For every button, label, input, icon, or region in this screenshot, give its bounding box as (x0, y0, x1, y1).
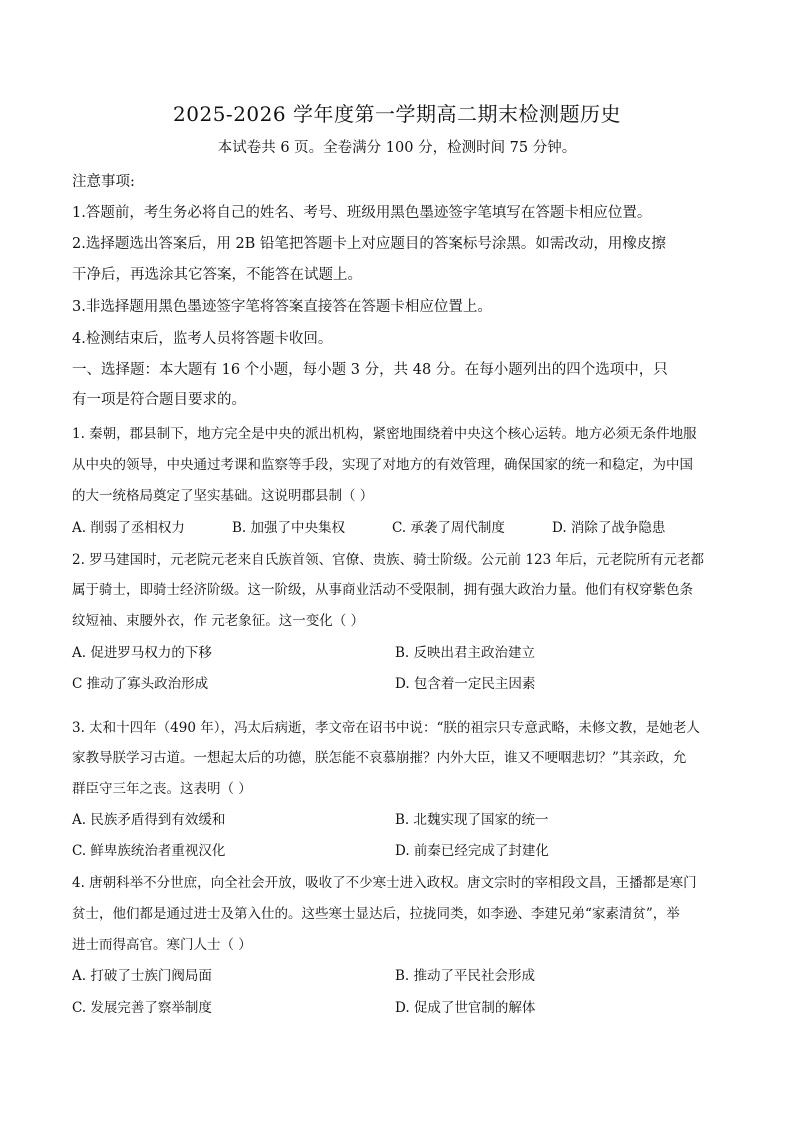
question-4-text: 进士而得高官。寒门人士（ ） (72, 937, 252, 953)
page-subtitle: 本试卷共 6 页。全卷满分 100 分，检测时间 75 分钟。 (217, 140, 577, 156)
question-4-option-a[interactable]: A. 打破了士族门阀局面 (72, 968, 212, 984)
question-2-text: 纹短袖、束腰外衣，作 元老象征。这一变化（ ） (72, 613, 365, 629)
question-2-option-d[interactable]: D. 包含着一定民主因素 (395, 676, 536, 692)
notice-item: 干净后，再选涂其它答案，不能答在试题上。 (72, 267, 362, 283)
question-3-text: 群臣守三年之丧。这表明（ ） (72, 781, 252, 797)
notice-item: 2.选择题选出答案后，用 2B 铅笔把答题卡上对应题目的答案标号涂黑。如需改动，用橡皮擦 (72, 236, 666, 252)
page-title: 2025-2026 学年度第一学期高二期末检测题历史 (173, 102, 621, 126)
question-2-option-b[interactable]: B. 反映出君主政治建立 (395, 645, 536, 661)
question-2-text: 属于骑士，即骑士经济阶级。这一阶级，从事商业活动不受限制，拥有强大政治力量。他们有权穿紫色条 (72, 582, 693, 598)
question-1-text: 1. 秦朝，郡县制下，地方完全是中央的派出机构，紧密地围绕着中央这个核心运转。地方必须无条件地服 (72, 426, 697, 442)
notice-item: 1.答题前，考生务必将自己的姓名、考号、班级用黑色墨迹签字笔填写在答题卡相应位置。 (72, 205, 652, 221)
question-4-text: 贫士，他们都是通过进士及第入仕的。这些寒士显达后，拉拢同类，如李逊、李建兄弟“家素清贫”，举 (72, 906, 680, 922)
question-1-text: 的大一统格局奠定了坚实基础。这说明郡县制（ ） (72, 488, 374, 504)
section-heading: 有一项是符合题目要求的。 (72, 392, 246, 408)
question-1-option-a[interactable]: A. 削弱了丞相权力 (72, 520, 185, 536)
question-1-text: 从中央的领导，中央通过考课和监察等手段，实现了对地方的有效管理，确保国家的统一和稳定，为中国 (72, 457, 693, 473)
question-4-text: 4. 唐朝科举不分世庶，向全社会开放，吸收了不少寒士进入政权。唐文宗时的宰相段文昌，王播都是寒门 (72, 875, 697, 891)
notice-item: 3.非选择题用黑色墨迹签字笔将答案直接答在答题卡相应位置上。 (72, 299, 492, 315)
question-3-option-d[interactable]: D. 前秦已经完成了封建化 (395, 843, 549, 859)
question-3-option-c[interactable]: C. 鲜卑族统治者重视汉化 (72, 843, 226, 859)
question-2-text: 2. 罗马建国时，元老院元老来自氏族首领、官僚、贵族、骑士阶级。公元前 123 年后，元老院所有元老都 (72, 552, 705, 568)
notice-heading: 注意事项: (72, 174, 135, 190)
notice-item: 4.检测结束后，监考人员将答题卡收回。 (72, 331, 333, 347)
question-2-option-a[interactable]: A. 促进罗马权力的下移 (72, 645, 212, 661)
question-1-option-b[interactable]: B. 加强了中央集权 (232, 520, 346, 536)
question-3-option-b[interactable]: B. 北魏实现了国家的统一 (395, 812, 549, 828)
question-3-text: 家教导朕学习古道。一想起太后的功德，朕怎能不哀慕崩摧？内外大臣，谁又不哽咽悲切？”其亲政，允 (72, 750, 687, 766)
question-2-option-c[interactable]: C 推动了寡头政治形成 (72, 676, 209, 692)
question-4-option-d[interactable]: D. 促成了世官制的解体 (395, 1000, 536, 1016)
question-1-option-c[interactable]: C. 承袭了周代制度 (392, 520, 505, 536)
section-heading: 一、选择题：本大题有 16 个小题，每小题 3 分，共 48 分。在每小题列出的四个选项中，只 (72, 362, 668, 378)
question-1-option-d[interactable]: D. 消除了战争隐患 (552, 520, 666, 536)
question-4-option-b[interactable]: B. 推动了平民社会形成 (395, 968, 536, 984)
question-3-option-a[interactable]: A. 民族矛盾得到有效缓和 (72, 812, 226, 828)
question-3-text: 3. 太和十四年（490 年），冯太后病逝，孝文帝在诏书中说：“朕的祖宗只专意武略，未修文教，是她老人 (72, 720, 700, 736)
question-4-option-c[interactable]: C. 发展完善了察举制度 (72, 1000, 212, 1016)
